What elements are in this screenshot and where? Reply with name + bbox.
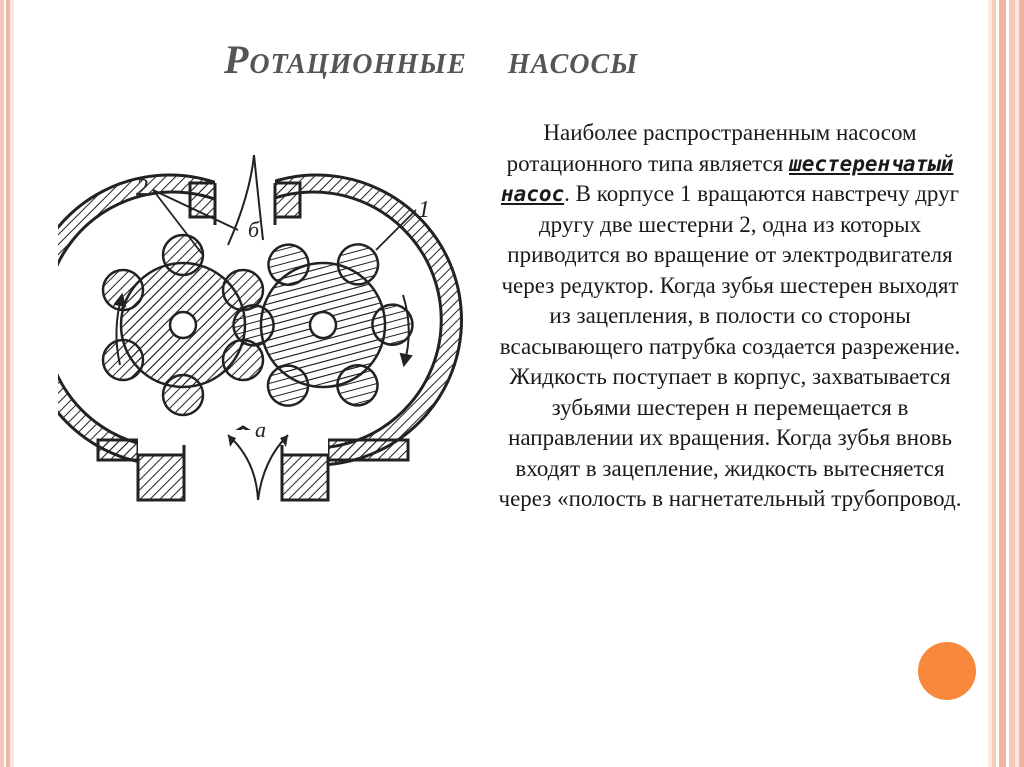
label-casing: 1 — [418, 197, 430, 223]
decorative-orange-circle — [918, 642, 976, 700]
description-text — [490, 118, 970, 718]
label-suction: а — [255, 417, 266, 442]
gear-pump-diagram — [58, 155, 468, 530]
description-part-2: . В корпусе 1 вращаются навстречу друг другу две шестерни 2, одна из которых приводится во вращение от электродвигателя через редуктор. Когда зубья шестерен выходят из зацепления, в полости со стороны всасывающего патрубка создается разрежение. Жидкость поступает в корпус, захватывается зубьями шестерен н перемещается в направлении их вращения. Когда зубья вновь входят в зацепление, жидкость вытесняется через «полость в нагнетательный трубопровод. — [498, 181, 962, 511]
label-discharge: б — [248, 217, 260, 242]
highlighted-term: шестеренчатый насос — [500, 151, 954, 206]
decorative-frame-right — [988, 0, 1024, 767]
suction-pipe — [98, 430, 408, 500]
decorative-frame-left — [0, 0, 14, 767]
slide-title: Ротационные насосы — [224, 37, 639, 82]
description-paragraph — [490, 118, 970, 515]
label-gears: 2 — [136, 175, 148, 201]
description-part-1: Наиболее распространенным насосом ротационного типа является — [506, 120, 917, 176]
